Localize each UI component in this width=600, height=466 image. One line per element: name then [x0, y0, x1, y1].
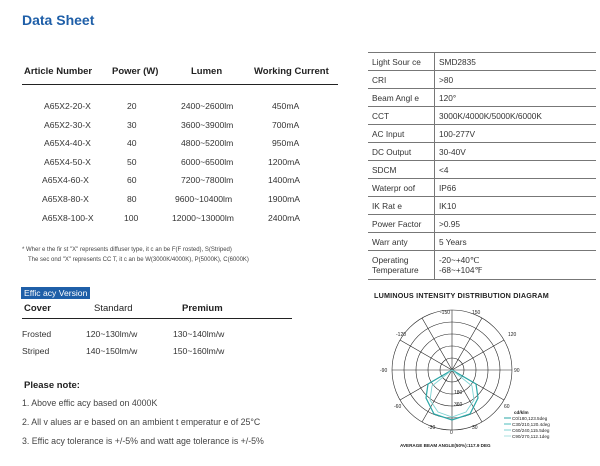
list-item: 3. Effic acy tolerance is +/-5% and watt age tolerance is +/-5% — [22, 436, 264, 446]
table-row — [22, 138, 340, 157]
spec-label: CCT — [368, 107, 435, 125]
angle-label: 60 — [504, 404, 510, 410]
angle-label: 90 — [514, 368, 520, 374]
spec-label: Beam Angl e — [368, 89, 435, 107]
cell-current: 950mA — [272, 138, 300, 149]
spec-value: IK10 — [435, 197, 597, 215]
spec-row — [368, 89, 596, 107]
table-row — [22, 194, 340, 213]
cell-premium: 130~140lm/w — [173, 329, 225, 339]
polar-distribution-diagram — [370, 302, 560, 452]
spec-row — [368, 125, 596, 143]
spec-row — [368, 233, 596, 251]
header-premium: Premium — [182, 303, 223, 314]
spec-label: SDCM — [368, 161, 435, 179]
spec-label: Light Sour ce — [368, 53, 435, 71]
legend-entry: C30/210,120.4deg — [512, 422, 550, 427]
cell-cover: Striped — [22, 346, 50, 356]
spec-row — [368, 251, 596, 280]
list-item: 1. Above effic acy based on 4000K — [22, 398, 158, 408]
cell-article: A65X8-100-X — [42, 212, 94, 223]
notes-list — [22, 398, 264, 455]
article-table-header — [24, 66, 340, 80]
spec-label: DC Output — [368, 143, 435, 161]
angle-label: -150 — [440, 310, 451, 316]
table-row — [22, 329, 292, 343]
cell-article: A65X4-60-X — [42, 175, 89, 186]
header-working-current: Working Current — [254, 66, 329, 77]
header-article-number: Article Number — [24, 66, 93, 77]
header-standard: Standard — [94, 303, 133, 314]
spec-label: Warr anty — [368, 233, 435, 251]
cell-power: 80 — [127, 193, 137, 204]
cell-power: 100 — [124, 212, 139, 223]
cell-article: A65X2-20-X — [44, 101, 91, 111]
cell-power: 30 — [127, 119, 137, 130]
cell-article: A65X4-40-X — [44, 138, 91, 149]
spec-table — [368, 52, 596, 280]
table-row — [22, 213, 340, 232]
cell-article: A65X4-50-X — [44, 156, 91, 167]
cell-power: 20 — [127, 101, 137, 111]
angle-label: -120 — [396, 332, 407, 338]
spec-row — [368, 71, 596, 89]
efficacy-header — [22, 303, 292, 317]
spec-value: IP66 — [435, 179, 597, 197]
angle-label: 0 — [450, 430, 453, 436]
cell-lumen: 9600~10400lm — [175, 193, 233, 204]
cell-current: 1900mA — [268, 193, 301, 204]
divider — [22, 318, 292, 319]
cell-current: 2400mA — [268, 212, 301, 223]
table-row — [22, 346, 292, 360]
cell-lumen: 12000~13000lm — [172, 212, 234, 223]
notes-title: Please note: — [24, 380, 80, 391]
spec-row — [368, 161, 596, 179]
header-lumen: Lumen — [191, 66, 223, 77]
spec-row — [368, 197, 596, 215]
ring-label: 180 — [454, 390, 463, 396]
angle-label: -60 — [394, 404, 402, 410]
cell-power: 50 — [127, 156, 137, 167]
cell-article: A65X8-80-X — [42, 193, 89, 204]
spec-value: SMD2835 — [435, 53, 597, 71]
spec-value: 100-277V — [435, 125, 597, 143]
spec-label: Power Factor — [368, 215, 435, 233]
angle-label: -30 — [428, 425, 436, 431]
spec-label: AC Input — [368, 125, 435, 143]
table-row — [22, 175, 340, 194]
article-table-body — [22, 101, 340, 231]
cell-standard: 120~130lm/w — [86, 329, 138, 339]
cell-power: 40 — [127, 138, 137, 149]
cell-premium: 150~160lm/w — [173, 346, 225, 356]
spec-value: -20~+40℃ -68~+104℉ — [435, 251, 597, 280]
spec-value: 120° — [435, 89, 597, 107]
list-item: 2. All v alues ar e based on an ambient t emperatur e of 25°C — [22, 417, 261, 427]
article-footnote — [22, 245, 352, 265]
cell-lumen: 4800~5200lm — [181, 138, 234, 149]
cell-lumen: 3600~3900lm — [181, 119, 234, 130]
footnote-line-2: The sec ond "X" represents CC T, it c an be W(3000K/4000K), P(5000K), C(6000K) — [28, 257, 249, 263]
angle-label: 150 — [472, 310, 481, 316]
table-row — [22, 101, 340, 120]
cell-standard: 140~150lm/w — [86, 346, 138, 356]
spec-row — [368, 107, 596, 125]
spec-value: 3000K/4000K/5000K/6000K — [435, 107, 597, 125]
header-power: Power (W) — [112, 66, 159, 77]
spec-value: <4 — [435, 161, 597, 179]
spec-row — [368, 53, 596, 71]
spec-label: CRI — [368, 71, 435, 89]
cell-power: 60 — [127, 175, 137, 186]
angle-label: 30 — [472, 425, 478, 431]
unit-label: cd/klm — [514, 410, 529, 415]
spec-row — [368, 179, 596, 197]
legend-entry: C0/180,123.5deg — [512, 416, 548, 421]
table-row — [22, 120, 340, 139]
spec-value: 30-40V — [435, 143, 597, 161]
cell-cover: Frosted — [22, 329, 52, 339]
legend-entry: C60/240,115.5deg — [512, 428, 550, 433]
divider — [22, 84, 338, 85]
spec-row — [368, 143, 596, 161]
cell-lumen: 7200~7800lm — [181, 175, 234, 186]
spec-label: Operating Temperature — [368, 251, 435, 280]
cell-current: 1200mA — [268, 156, 301, 167]
header-cover: Cover — [24, 303, 51, 314]
cell-lumen: 6000~6500lm — [181, 156, 234, 167]
angle-label: -90 — [380, 368, 388, 374]
distribution-title: LUMINOUS INTENSITY DISTRIBUTION DIAGRAM — [374, 291, 549, 300]
cell-current: 700mA — [272, 119, 300, 130]
angle-label: 120 — [508, 332, 517, 338]
spec-label: IK Rat e — [368, 197, 435, 215]
beam-angle-footer: AVERAGE BEAM ANGLE(50%):117.9 DEG — [400, 443, 491, 448]
legend-entry: C90/270,112.1deg — [512, 434, 550, 439]
footnote-line-1: * Wher e the fir st "X" represents diffuser type, it c an be F(F rosted), S(Striped) — [22, 247, 232, 253]
cell-current: 450mA — [272, 101, 300, 111]
spec-label: Waterpr oof — [368, 179, 435, 197]
table-row — [22, 157, 340, 176]
spec-value: >0.95 — [435, 215, 597, 233]
cell-lumen: 2400~2600lm — [181, 101, 234, 111]
cell-current: 1400mA — [268, 175, 301, 186]
spec-value: 5 Years — [435, 233, 597, 251]
page-title: Data Sheet — [22, 12, 95, 28]
cell-article: A65X2-30-X — [44, 119, 91, 130]
ring-label: 360 — [454, 402, 463, 408]
spec-value: >80 — [435, 71, 597, 89]
efficacy-version-badge: Effic acy Version — [21, 287, 90, 299]
spec-row — [368, 215, 596, 233]
